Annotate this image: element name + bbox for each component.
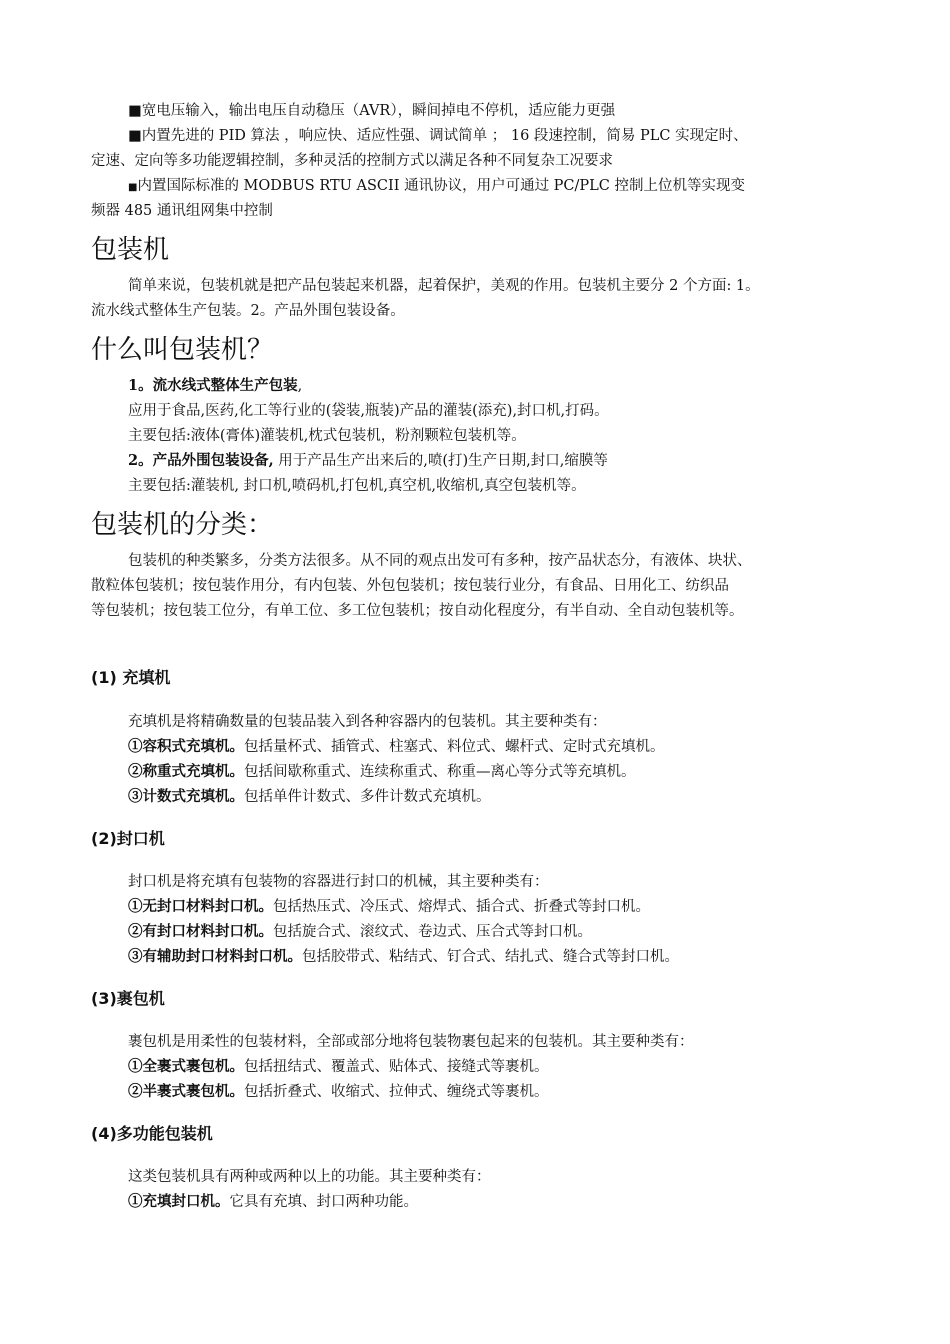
- heading-classification: 包装机的分类：: [91, 510, 274, 540]
- intro-line-2: ■内置先进的 PID 算法 ，响应快、适应性强、调试简单 ； 16 段速控制，简易 PLC 实现定时、: [128, 128, 748, 144]
- sec2-item-1-rest: ,: [297, 378, 303, 394]
- c1-item-1-bold: ①容积式充填机。: [128, 738, 244, 755]
- c2-item-2: [128, 922, 592, 942]
- c4-item-1-bold: ①充填封口机。: [128, 1193, 230, 1210]
- c3-item-2: [128, 1082, 549, 1102]
- intro-line-5: 频器 485 通讯组网集中控制: [91, 203, 273, 219]
- c2-item-2-rest: 包括旋合式、滚纹式、卷边式、压合式等封口机。: [273, 924, 592, 940]
- c2-item-3: [128, 947, 679, 967]
- sec3-paragraph-line-2: 散粒体包装机；按包装作用分，有内包装、外包包装机；按包装行业分，有食品、日用化工、纺织品: [91, 578, 729, 594]
- intro-line-3: 定速、定向等多功能逻辑控制，多种灵活的控制方式以满足各种不同复杂工况要求: [91, 153, 613, 169]
- c1-item-1: [128, 737, 665, 757]
- intro-line-1: ■宽电压输入，输出电压自动稳压（AVR），瞬间掉电不停机，适应能力更强: [128, 103, 616, 119]
- sec2-item-2-rest: 用于产品生产出来后的,喷(打)生产日期,封口,缩膜等: [273, 453, 608, 469]
- sec2-item-1: [128, 376, 302, 396]
- sec2-item-1-bold: 1。流水线式整体生产包装: [128, 377, 298, 394]
- subheading-filling-machine: (1) 充填机: [91, 668, 171, 687]
- c4-item-1-rest: 它具有充填、封口两种功能。: [229, 1194, 418, 1210]
- c3-item-1-rest: 包括扭结式、覆盖式、贴体式、接缝式等裹机。: [244, 1059, 549, 1075]
- c1-item-3-rest: 包括单件计数式、多件计数式充填机。: [244, 789, 491, 805]
- sec1-paragraph-line-1: 简单来说，包装机就是把产品包装起来机器，起着保护，美观的作用。包装机主要分 2 个方面: 1。: [128, 278, 760, 294]
- c1-item-2-rest: 包括间歇称重式、连续称重式、称重—离心等分式等充填机。: [244, 764, 636, 780]
- c2-item-3-bold: ③有辅助封口材料封口机。: [128, 948, 302, 965]
- c1-item-1-rest: 包括量杯式、插管式、柱塞式、料位式、螺杆式、定时式充填机。: [244, 739, 665, 755]
- c2-item-1-rest: 包括热压式、冷压式、熔焊式、插合式、折叠式等封口机。: [273, 899, 650, 915]
- sec2-item-2: [128, 451, 608, 471]
- c2-intro: 封口机是将充填有包装物的容器进行封口的机械，其主要种类有：: [128, 874, 549, 890]
- heading-what-is: 什么叫包装机？: [91, 335, 274, 365]
- subheading-sealing-machine: (2)封口机: [91, 829, 165, 848]
- c4-item-1: [128, 1192, 418, 1212]
- intro-line-4: [128, 176, 745, 198]
- subheading-multifunction-machine: (4)多功能包装机: [91, 1124, 213, 1143]
- c2-item-3-rest: 包括胶带式、粘结式、钉合式、结扎式、缝合式等封口机。: [302, 949, 679, 965]
- sec3-paragraph-line-1: 包装机的种类繁多，分类方法很多。从不同的观点出发可有多种，按产品状态分，有液体、块状、: [128, 553, 752, 569]
- c3-intro: 裹包机是用柔性的包装材料，全部或部分地将包装物裹包起来的包装机。其主要种类有：: [128, 1034, 694, 1050]
- c3-item-1-bold: ①全裹式裹包机。: [128, 1058, 244, 1075]
- bullet-icon: ■: [128, 182, 138, 193]
- heading-packaging-machine: 包装机: [91, 235, 170, 265]
- sec2-item-2-bold: 2。产品外围包装设备,: [128, 452, 274, 469]
- c3-item-1: [128, 1057, 549, 1077]
- c1-item-2-bold: ②称重式充填机。: [128, 763, 244, 780]
- c2-item-1: [128, 897, 650, 917]
- sec3-paragraph-line-3: 等包装机；按包装工位分，有单工位、多工位包装机；按自动化程度分，有半自动、全自动包装机等。: [91, 603, 744, 619]
- subheading-wrapping-machine: (3)裹包机: [91, 989, 165, 1008]
- intro-line-4-text: 内置国际标准的 MODBUS RTU ASCII 通讯协议，用户可通过 PC/PLC 控制上位机等实现变: [137, 178, 745, 194]
- c2-item-1-bold: ①无封口材料封口机。: [128, 898, 273, 915]
- sec2-item-1-line-b: 主要包括:液体(膏体)灌装机,枕式包装机，粉剂颗粒包装机等。: [128, 428, 526, 444]
- sec1-paragraph-line-2: 流水线式整体生产包装。2。产品外围包装设备。: [91, 303, 405, 319]
- c1-item-3: [128, 787, 491, 807]
- sec2-item-2-line-a: 主要包括:灌装机, 封口机,喷码机,打包机,真空机,收缩机,真空包装机等。: [128, 478, 586, 494]
- c1-intro: 充填机是将精确数量的包装品装入到各种容器内的包装机。其主要种类有：: [128, 714, 607, 730]
- c3-item-2-rest: 包括折叠式、收缩式、拉伸式、缠绕式等裹机。: [244, 1084, 549, 1100]
- sec2-item-1-line-a: 应用于食品,医药,化工等行业的(袋装,瓶装)产品的灌装(添充),封口机,打码。: [128, 403, 609, 419]
- c2-item-2-bold: ②有封口材料封口机。: [128, 923, 273, 940]
- c1-item-3-bold: ③计数式充填机。: [128, 788, 244, 805]
- c4-intro: 这类包装机具有两种或两种以上的功能。其主要种类有：: [128, 1169, 491, 1185]
- c1-item-2: [128, 762, 636, 782]
- c3-item-2-bold: ②半裹式裹包机。: [128, 1083, 244, 1100]
